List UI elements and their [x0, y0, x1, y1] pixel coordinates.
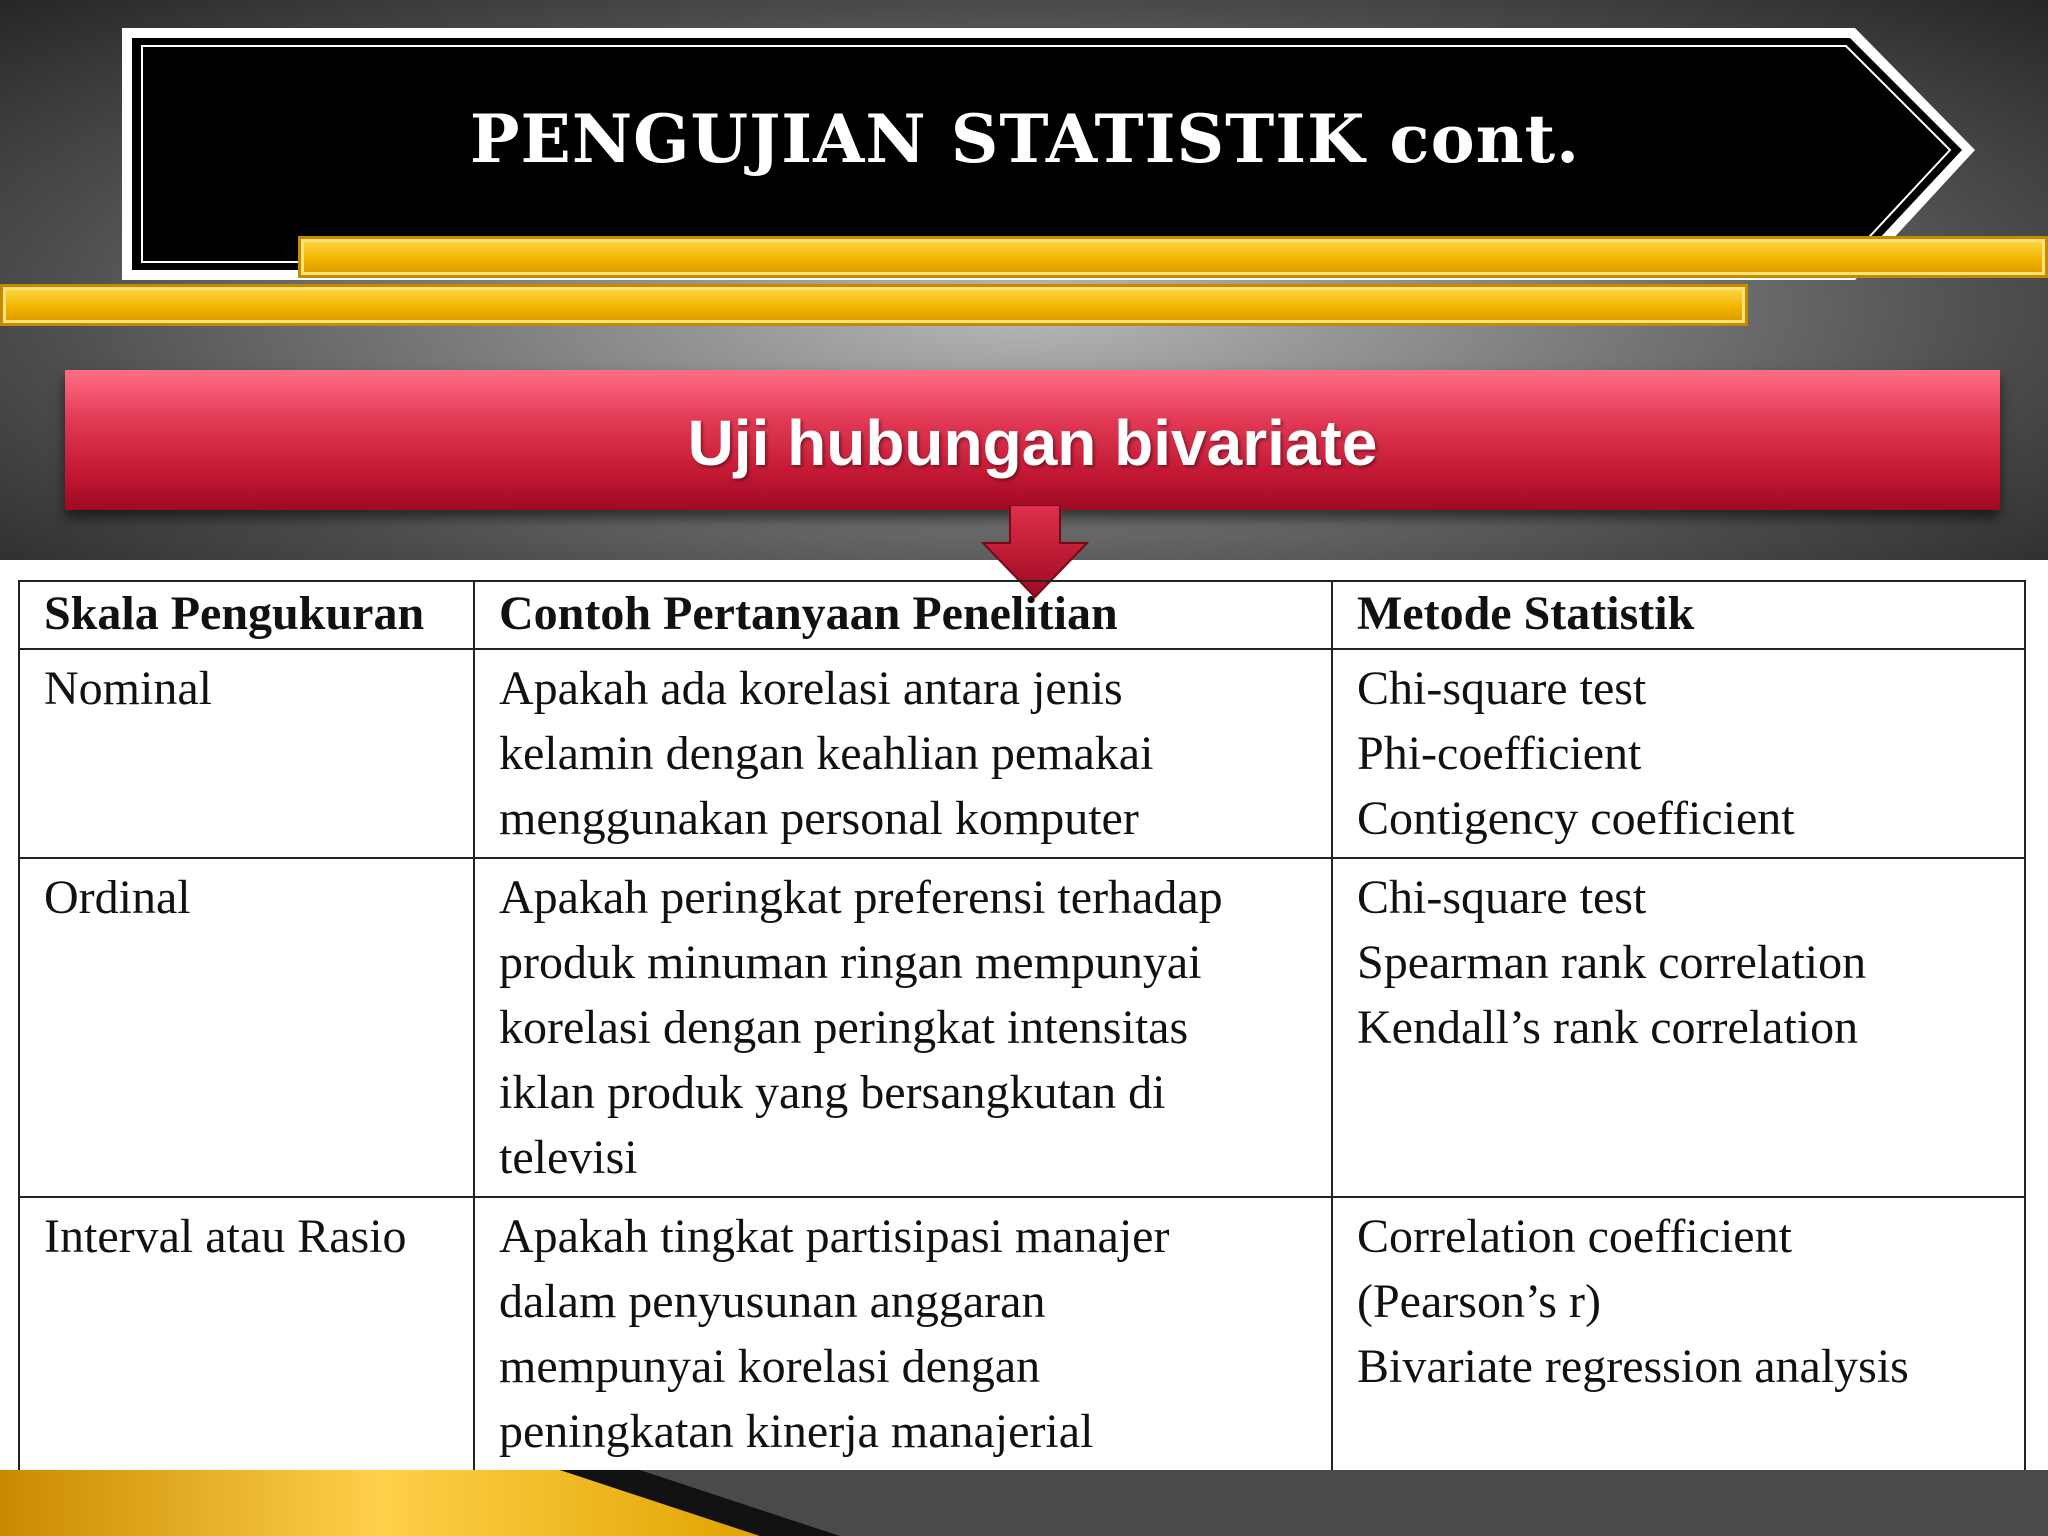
question-line: korelasi dengan peringkat intensitas [499, 1001, 1189, 1054]
method-line: Contigency coefficient [1357, 792, 1795, 845]
method-cell [1332, 858, 2025, 1197]
question-line: produk minuman ringan mempunyai [499, 936, 1202, 989]
scale-cell: Ordinal [19, 858, 474, 1197]
method-line: Kendall’s rank correlation [1357, 1001, 1859, 1054]
method-line: (Pearson’s r) [1357, 1275, 1601, 1328]
scale-cell: Nominal [19, 649, 474, 858]
method-line: Correlation coefficient [1357, 1210, 1792, 1263]
question-line: Apakah tingkat partisipasi manajer [499, 1210, 1170, 1263]
method-cell [1332, 1197, 2025, 1471]
question-line: dalam penyusunan anggaran [499, 1275, 1046, 1328]
question-cell [474, 858, 1332, 1197]
question-line: Apakah peringkat preferensi terhadap [499, 871, 1223, 924]
header-method: Metode Statistik [1332, 581, 2025, 649]
footer-decoration [0, 1470, 2048, 1536]
method-line: Phi-coefficient [1357, 727, 1642, 780]
table-header-row [19, 581, 2025, 649]
method-line: Chi-square test [1357, 871, 1647, 924]
header-question: Contoh Pertanyaan Penelitian [474, 581, 1332, 649]
question-line: iklan produk yang bersangkutan di [499, 1066, 1166, 1119]
question-cell [474, 649, 1332, 858]
method-cell [1332, 649, 2025, 858]
method-line: Chi-square test [1357, 662, 1647, 715]
question-line: televisi [499, 1131, 638, 1184]
question-line: Apakah ada korelasi antara jenis [499, 662, 1123, 715]
scale-cell: Interval atau Rasio [19, 1197, 474, 1471]
statistics-table [18, 580, 2026, 1472]
question-cell [474, 1197, 1332, 1471]
question-line: kelamin dengan keahlian pemakai [499, 727, 1154, 780]
subtitle-ribbon [65, 370, 2000, 510]
gold-accent-bar-upper [298, 236, 2048, 278]
table-row [19, 649, 2025, 858]
slide-title: PENGUJIAN STATISTIK cont. [469, 100, 1581, 178]
question-line: peningkatan kinerja manajerial [499, 1405, 1094, 1458]
table-row [19, 858, 2025, 1197]
header-scale: Skala Pengukuran [19, 581, 474, 649]
question-line: mempunyai korelasi dengan [499, 1340, 1041, 1393]
method-line: Spearman rank correlation [1357, 936, 1867, 989]
gold-accent-bar-lower [0, 284, 1748, 326]
method-line: Bivariate regression analysis [1357, 1340, 1909, 1393]
question-line: menggunakan personal komputer [499, 792, 1139, 845]
table-row [19, 1197, 2025, 1471]
subtitle-text: Uji hubungan bivariate [687, 407, 1378, 479]
